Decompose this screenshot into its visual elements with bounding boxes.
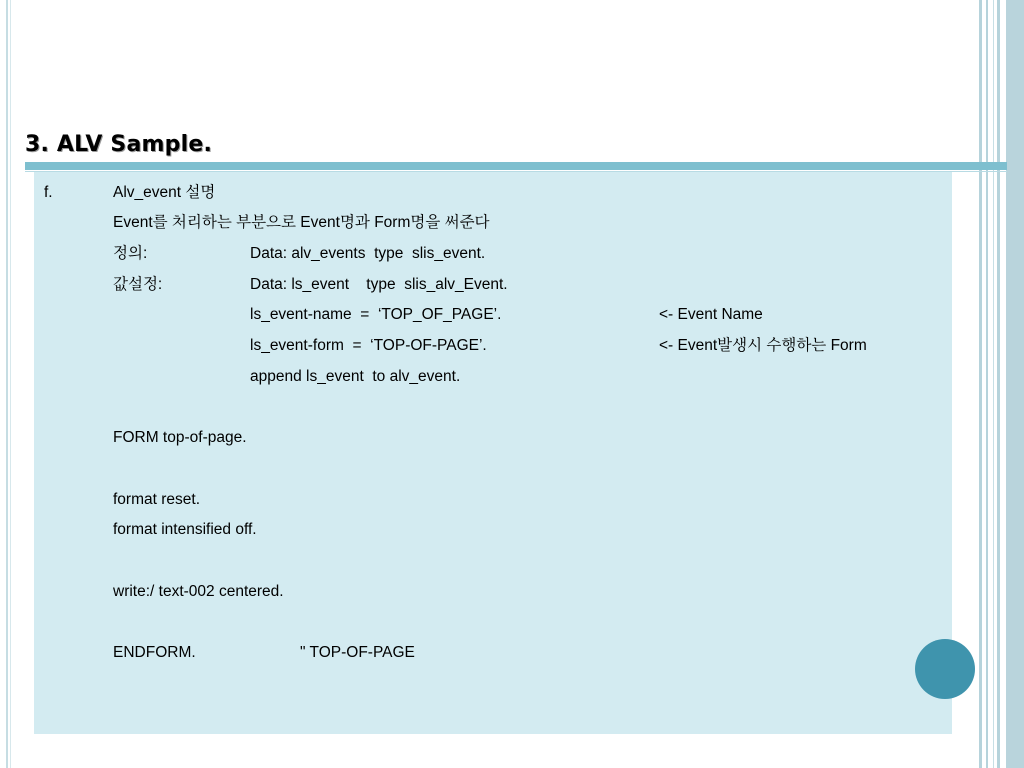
title-divider	[25, 162, 1007, 170]
format-reset-code: format reset.	[113, 491, 200, 508]
definition-code: Data: alv_events type slis_event.	[250, 245, 486, 262]
event-name-comment: <- Event Name	[659, 306, 763, 323]
left-border-line-2	[10, 0, 11, 768]
append-code: append ls_event to alv_event.	[250, 368, 461, 385]
endform-comment: " TOP-OF-PAGE	[300, 644, 415, 661]
right-border-band	[1006, 0, 1024, 768]
item-marker: f.	[44, 184, 53, 201]
write-code: write:/ text-002 centered.	[113, 583, 284, 600]
right-border-line-4	[997, 0, 1000, 768]
form-start-code: FORM top-of-page.	[113, 429, 247, 446]
accent-circle	[915, 639, 975, 699]
left-border-line-1	[6, 0, 8, 768]
right-border-line-2	[986, 0, 988, 768]
description-text: Event를 처리하는 부분으로 Event명과 Form명을 써준다	[113, 214, 490, 231]
section-heading: Alv_event 설명	[113, 184, 216, 201]
definition-label: 정의:	[113, 245, 148, 262]
event-name-code: ls_event-name = ‘TOP_OF_PAGE’.	[250, 306, 502, 323]
slide-title: 3. ALV Sample.	[25, 132, 213, 157]
right-border-line-1	[979, 0, 982, 768]
assign-code: Data: ls_event type slis_alv_Event.	[250, 276, 508, 293]
event-form-code: ls_event-form = ‘TOP-OF-PAGE’.	[250, 337, 487, 354]
endform-code: ENDFORM.	[113, 644, 196, 661]
format-intensified-code: format intensified off.	[113, 521, 257, 538]
event-form-comment: <- Event발생시 수행하는 Form	[659, 337, 867, 354]
assign-label: 값설정:	[113, 276, 163, 293]
right-border-line-3	[993, 0, 994, 768]
